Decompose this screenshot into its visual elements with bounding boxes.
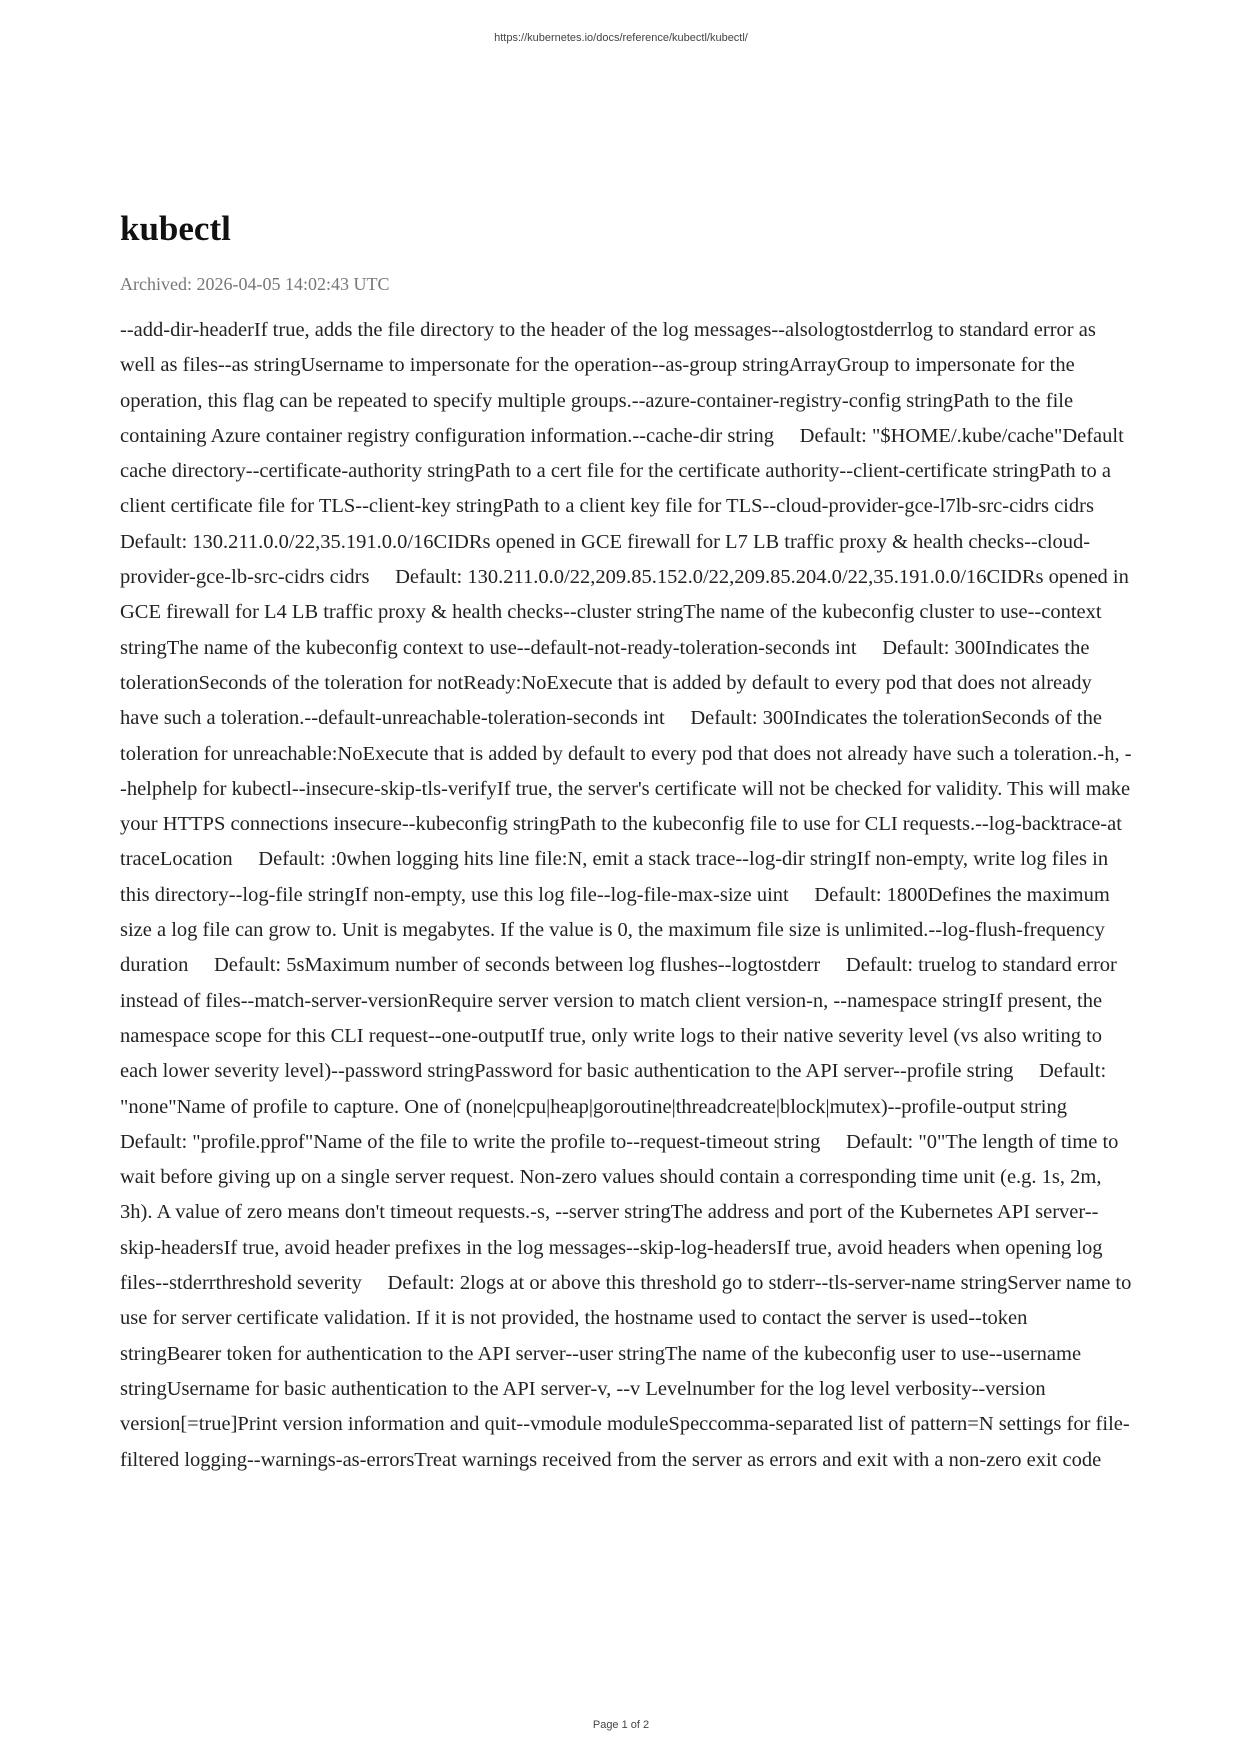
body-text: --add-dir-headerIf true, adds the file directory to the header of the log messages--alsologtostderrlog to standard error as well as files--as stringUsername to impersonate for the operation--as-group stringArrayGroup to impersonate for the operation, this flag can be repeated to specify multiple groups.--azure-container-registry-config stringPath to the file containing Azure container registry configuration information.--cache-dir string Default: "$HOME/.kube/cache"Default cache directory--certificate-authority stringPath to a cert file for the certificate authority--client-certificate stringPath to a client certificate file for TLS--client-key stringPath to a client key file for TLS--cloud-provider-gce-l7lb-src-cidrs cidrs Default: 130.211.0.0/22,35.191.0.0/16CIDRs opened in GCE firewall for L7 LB traffic proxy & health checks--cloud-provider-gce-lb-src-cidrs cidrs Default: 130.211.0.0/22,209.85.152.0/22,209.85.204.0/22,35.191.0.0/16CIDRs opened in GCE firewall for L4 LB traffic proxy & health checks--cluster stringThe name of the kubeconfig cluster to use--context stringThe name of the kubeconfig context to use--default-not-ready-toleration-seconds int Default: 300Indicates the tolerationSeconds of the toleration for notReady:NoExecute that is added by default to every pod that does not already have such a toleration.--default-unreachable-toleration-seconds int Default: 300Indicates the tolerationSeconds of the toleration for unreachable:NoExecute that is added by default to every pod that does not already have such a toleration.-h, --helphelp for kubectl--insecure-skip-tls-verifyIf true, the server's certificate will not be checked for validity. This will make your HTTPS connections insecure--kubeconfig stringPath to the kubeconfig file to use for CLI requests.--log-backtrace-at traceLocation Default: :0when logging hits line file:N, emit a stack trace--log-dir stringIf non-empty, write log files in this directory--log-file stringIf non-empty, use this log file--log-file-max-size uint Default: 1800Defines the maximum size a log file can grow to. Unit is megabytes. If the value is 0, the maximum file size is unlimited.--log-flush-frequency duration Default: 5sMaximum number of seconds between log flushes--logtostderr Default: truelog to standard error instead of files--match-server-versionRequire server version to match client version-n, --namespace stringIf present, the namespace scope for this CLI request--one-outputIf true, only write logs to their native severity level (vs also writing to each lower severity level)--password stringPassword for basic authentication to the API server--profile string Default: "none"Name of profile to capture. One of (none|cpu|heap|goroutine|threadcreate|block|mutex)--profile-output string Default: "profile.pprof"Name of the file to write the profile to--request-timeout string Default: "0"The length of time to wait before giving up on a single server request. Non-zero values should contain a corresponding time unit (e.g. 1s, 2m, 3h). A value of zero means don't timeout requests.-s, --server stringThe address and port of the Kubernetes API server--skip-headersIf true, avoid header prefixes in the log messages--skip-log-headersIf true, avoid headers when opening log files--stderrthreshold severity Default: 2logs at or above this threshold go to stderr--tls-server-name stringServer name to use for server certificate validation. If it is not provided, the hostname used to contact the server is used--token stringBearer token for authentication to the API server--user stringThe name of the kubeconfig user to use--username stringUsername for basic authentication to the API server-v, --v Levelnumber for the log level verbosity--version version[=true]Print version information and quit--vmodule moduleSpeccomma-separated list of pattern=N settings for file-filtered logging--warnings-as-errorsTreat warnings received from the server as errors and exit with a non-zero exit code xyxy=(120,319,1137,1471)
page-url: https://kubernetes.io/docs/reference/kubectl/kubectl/ xyxy=(494,32,748,44)
archived-timestamp: Archived: 2026-04-05 14:02:43 UTC xyxy=(120,274,390,294)
page-number: Page 1 of 2 xyxy=(592,1719,650,1731)
page-title: kubectl xyxy=(120,209,231,248)
document-content xyxy=(120,208,1137,1478)
